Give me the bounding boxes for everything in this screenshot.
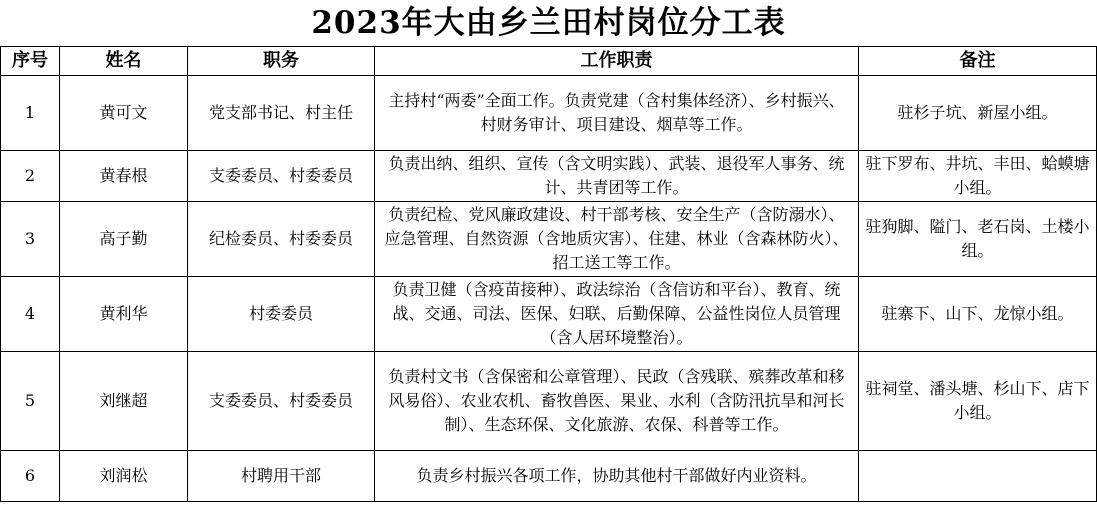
cell-duties: 负责纪检、党风廉政建设、村干部考核、安全生产（含防溺水）、应急管理、自然资源（含地质灾害）、住建、林业（含森林防火）、招工送工等工作。 bbox=[375, 202, 859, 277]
duty-table bbox=[0, 46, 1097, 502]
cell-name: 黄可文 bbox=[60, 76, 188, 151]
cell-no: 6 bbox=[1, 451, 60, 502]
table-row bbox=[1, 76, 1097, 151]
cell-position: 村委委员 bbox=[188, 277, 375, 352]
cell-note: 驻下罗布、井坑、丰田、蛤蟆塘小组。 bbox=[859, 151, 1097, 202]
cell-note bbox=[859, 451, 1097, 502]
header-position: 职务 bbox=[188, 47, 375, 76]
header-row bbox=[1, 47, 1097, 76]
cell-position: 支委委员、村委委员 bbox=[188, 352, 375, 451]
cell-note: 驻祠堂、潘头塘、杉山下、店下小组。 bbox=[859, 352, 1097, 451]
cell-duties: 负责村文书（含保密和公章管理）、民政（含残联、殡葬改革和移风易俗）、农业农机、畜牧兽医、果业、水利（含防汛抗旱和河长制）、生态环保、文化旅游、农保、科普等工作。 bbox=[375, 352, 859, 451]
cell-no: 2 bbox=[1, 151, 60, 202]
cell-name: 刘润松 bbox=[60, 451, 188, 502]
cell-name: 黄春根 bbox=[60, 151, 188, 202]
cell-position: 纪检委员、村委委员 bbox=[188, 202, 375, 277]
table-row bbox=[1, 352, 1097, 451]
cell-note: 驻杉子坑、新屋小组。 bbox=[859, 76, 1097, 151]
cell-duties: 负责卫健（含疫苗接种）、政法综治（含信访和平台）、教育、统战、交通、司法、医保、妇联、后勤保障、公益性岗位人员管理（含人居环境整治）。 bbox=[375, 277, 859, 352]
header-no: 序号 bbox=[1, 47, 60, 76]
cell-position: 支委委员、村委委员 bbox=[188, 151, 375, 202]
cell-duties: 负责出纳、组织、宣传（含文明实践）、武装、退役军人事务、统计、共青团等工作。 bbox=[375, 151, 859, 202]
cell-duties: 主持村“两委”全面工作。负责党建（含村集体经济）、乡村振兴、村财务审计、项目建设、烟草等工作。 bbox=[375, 76, 859, 151]
cell-position: 党支部书记、村主任 bbox=[188, 76, 375, 151]
table-row bbox=[1, 202, 1097, 277]
header-note: 备注 bbox=[859, 47, 1097, 76]
header-name: 姓名 bbox=[60, 47, 188, 76]
cell-note: 驻狗脚、隘门、老石岗、土楼小组。 bbox=[859, 202, 1097, 277]
cell-no: 3 bbox=[1, 202, 60, 277]
cell-name: 刘继超 bbox=[60, 352, 188, 451]
table-row bbox=[1, 151, 1097, 202]
page-title: 2023年大由乡兰田村岗位分工表 bbox=[311, 5, 786, 41]
header-duties: 工作职责 bbox=[375, 47, 859, 76]
cell-no: 4 bbox=[1, 277, 60, 352]
cell-duties: 负责乡村振兴各项工作，协助其他村干部做好内业资料。 bbox=[375, 451, 859, 502]
table-row bbox=[1, 451, 1097, 502]
cell-name: 高子勤 bbox=[60, 202, 188, 277]
cell-no: 5 bbox=[1, 352, 60, 451]
cell-no: 1 bbox=[1, 76, 60, 151]
cell-note: 驻寨下、山下、龙惊小组。 bbox=[859, 277, 1097, 352]
cell-name: 黄利华 bbox=[60, 277, 188, 352]
table-row bbox=[1, 277, 1097, 352]
cell-position: 村聘用干部 bbox=[188, 451, 375, 502]
